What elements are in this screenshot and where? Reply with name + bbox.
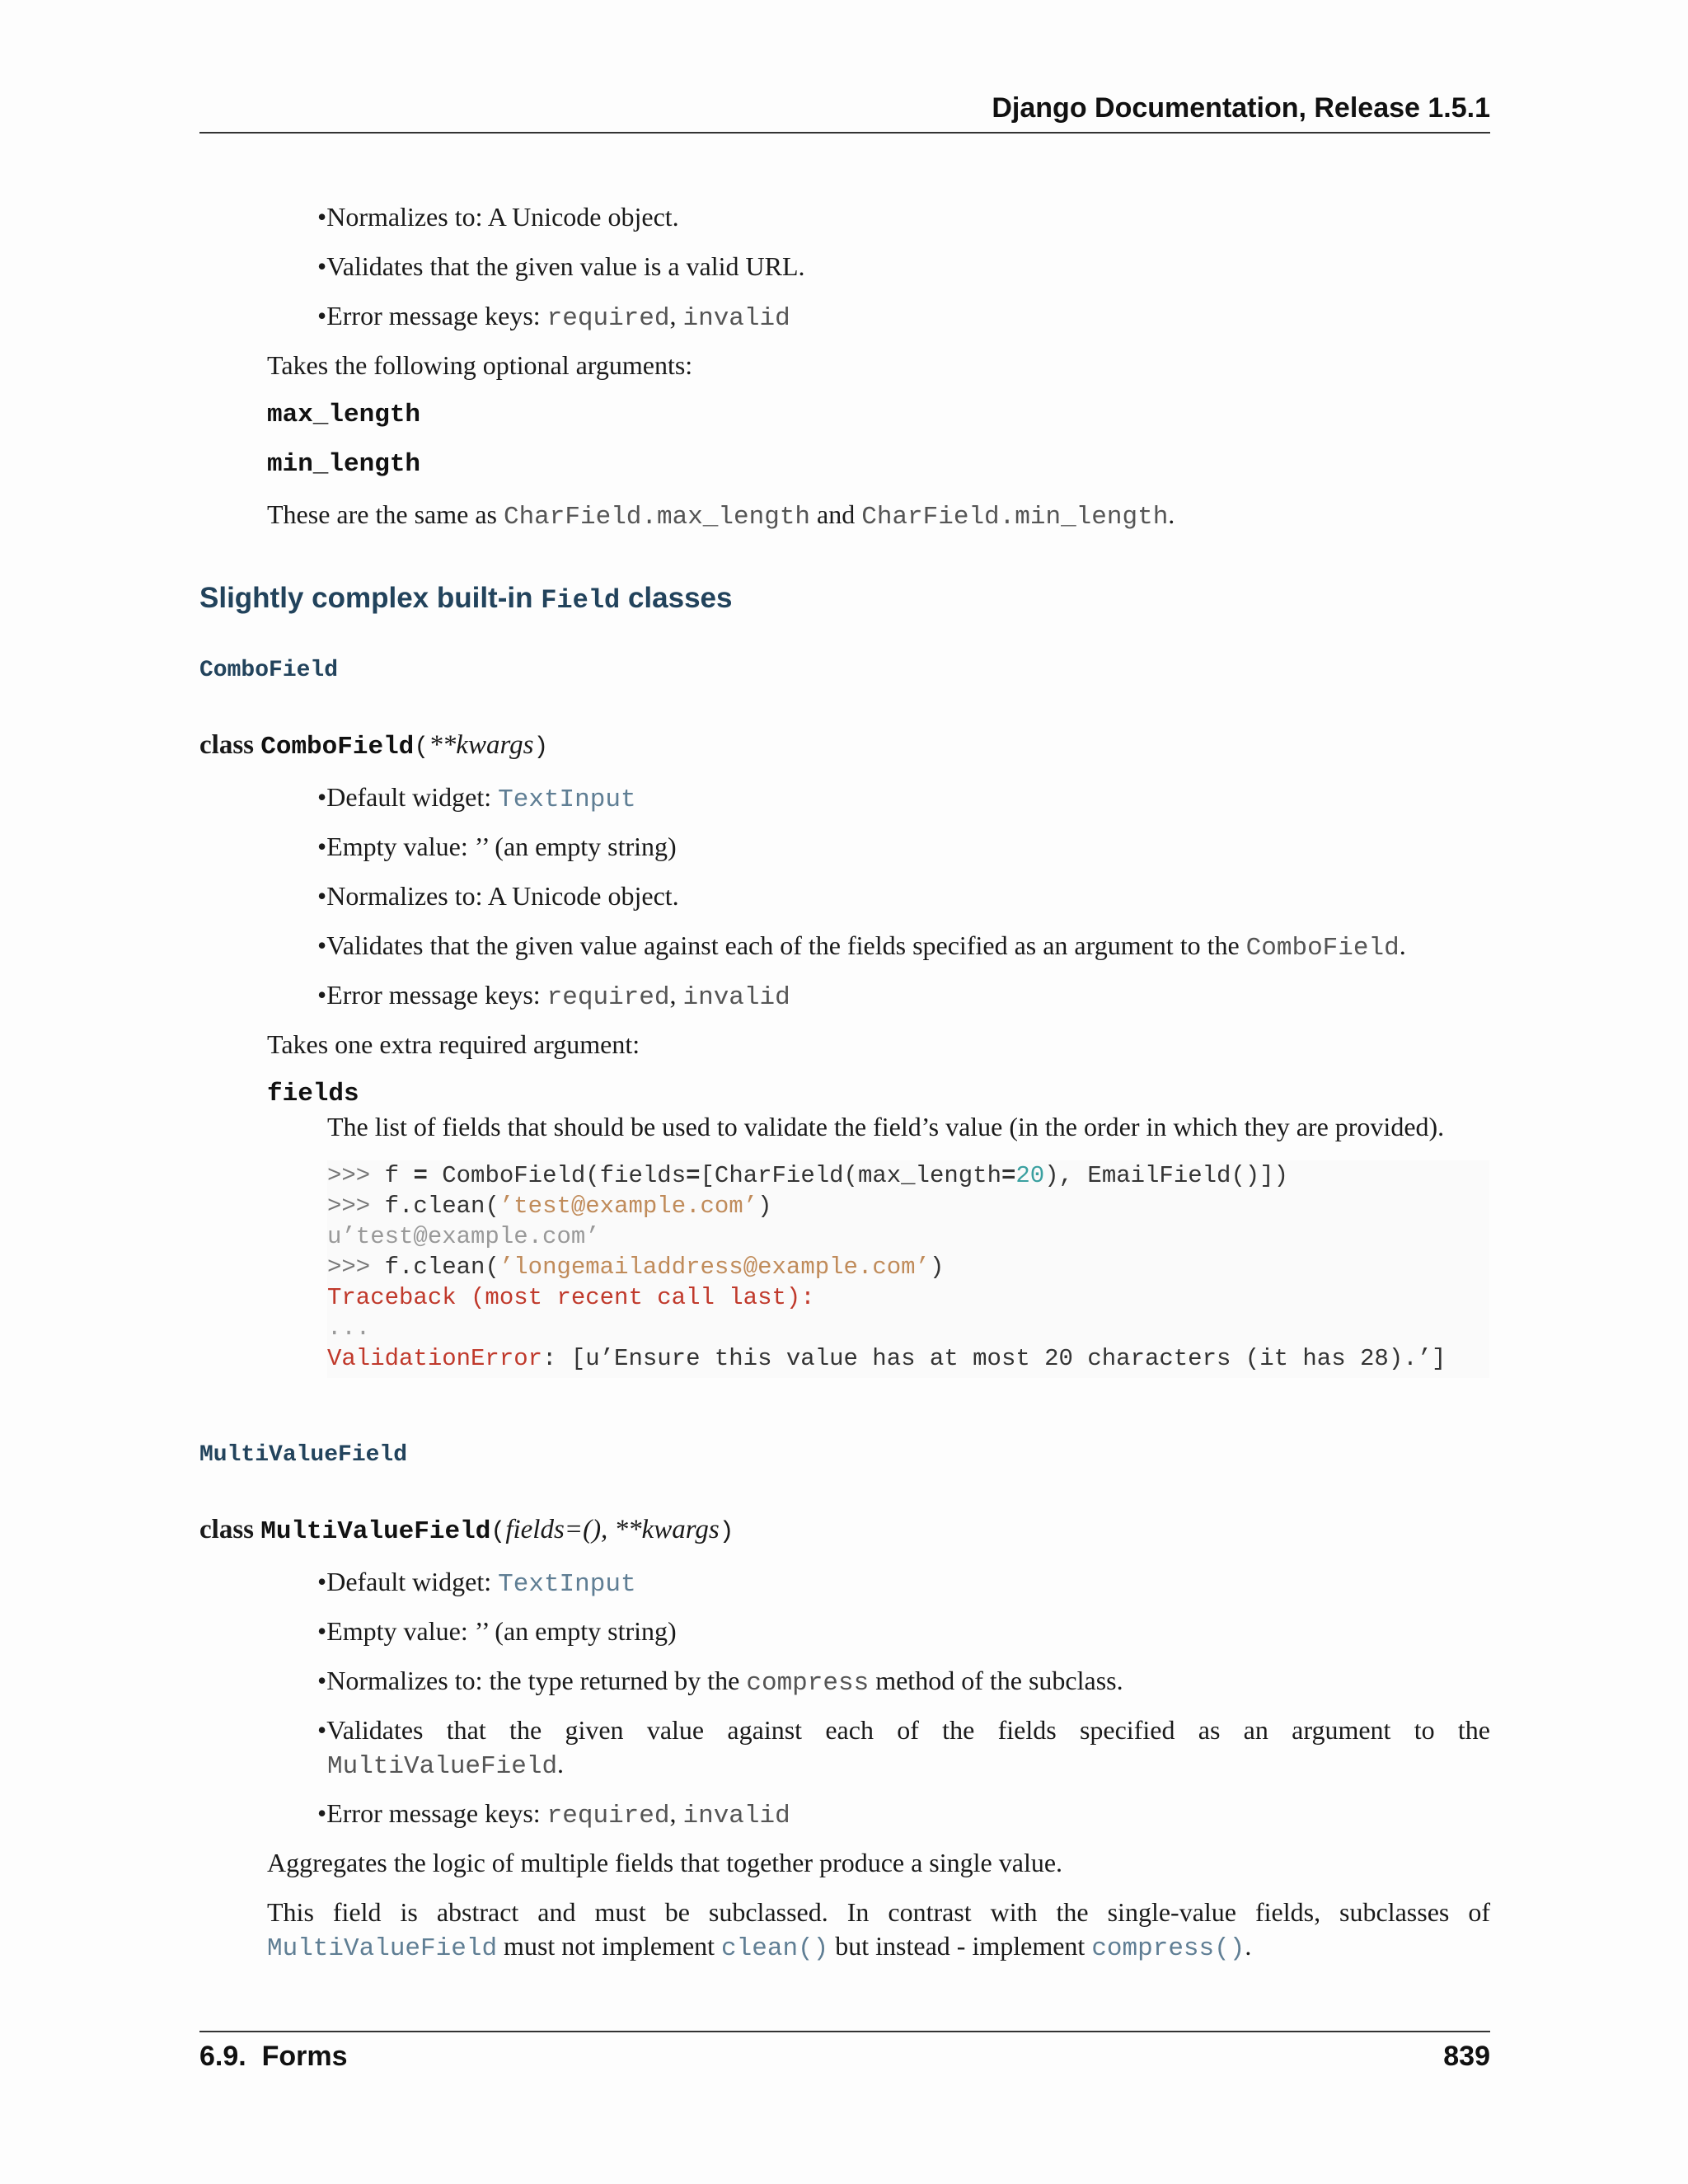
code-line <box>327 1160 1288 1191</box>
section-heading-code: Field <box>541 585 621 616</box>
bullet-normalizes: •Normalizes to: A Unicode object. <box>317 202 679 232</box>
multivaluefield-default-widget <box>317 1565 636 1601</box>
multivaluefield-empty-value: •Empty value: ’’ (an empty string) <box>317 1616 677 1646</box>
abstract-text-line1: This field is abstract and must be subclassed. In contrast with the single-value fields, subclasses of <box>267 1897 1490 1927</box>
code-line <box>327 1191 772 1221</box>
code-text: f.clean( <box>384 1254 499 1281</box>
code-text: : [u’Ensure this value has at most 20 characters (it has 28).’] <box>542 1345 1447 1372</box>
code-exception-name: ValidationError <box>327 1345 543 1372</box>
code-number: 20 <box>1015 1162 1045 1189</box>
error-keys-label: •Error message keys: <box>317 301 547 330</box>
separator: , <box>669 1798 683 1828</box>
abstract-mid1: must not implement <box>497 1931 722 1961</box>
code-operator: = <box>1001 1162 1016 1189</box>
combofield-normalizes: •Normalizes to: A Unicode object. <box>317 881 679 911</box>
abstract-text-line2 <box>267 1929 1251 1966</box>
validates-suffix: . <box>1399 930 1406 960</box>
code-traceback: Traceback (most recent call last): <box>327 1284 815 1311</box>
bullet-validates: •Validates that the given value is a valid URL. <box>317 251 805 281</box>
code-output: u’test@example.com’ <box>327 1223 600 1250</box>
aggregates-text: Aggregates the logic of multiple fields that together produce a single value. <box>267 1848 1063 1877</box>
arg-min-length: min_length <box>267 450 421 479</box>
code-prompt: >>> <box>327 1162 385 1189</box>
class-name: MultiValueField <box>260 1517 491 1546</box>
sig-open-paren: ( <box>490 1518 506 1546</box>
page-footer <box>199 2031 1490 2082</box>
section-heading-suffix: classes <box>620 582 733 614</box>
multivaluefield-heading: MultiValueField <box>199 1442 408 1468</box>
same-as-text <box>267 498 1175 534</box>
error-key-required: required <box>546 304 670 333</box>
ref-combofield: ComboField <box>1245 934 1400 963</box>
code-line <box>327 1343 1446 1374</box>
page-header <box>199 92 1490 134</box>
combofield-default-widget <box>317 780 636 817</box>
extra-arg-intro: Takes one extra required argument: <box>267 1029 640 1059</box>
code-operator: = <box>686 1162 701 1189</box>
abstract-end: . <box>1245 1931 1252 1961</box>
code-text: ) <box>929 1254 945 1281</box>
error-key-invalid: invalid <box>682 1802 790 1830</box>
normalizes-prefix: •Normalizes to: the type returned by the <box>317 1666 747 1695</box>
separator: , <box>669 980 683 1010</box>
arg-max-length: max_length <box>267 401 421 429</box>
class-keyword: class <box>199 1515 261 1544</box>
sig-close-paren: ) <box>719 1518 734 1546</box>
sig-close-paren: ) <box>533 733 549 762</box>
code-example <box>327 1160 1489 1378</box>
multivaluefield-signature <box>199 1515 734 1546</box>
combofield-empty-value: •Empty value: ’’ (an empty string) <box>317 832 677 861</box>
code-text: [CharField(max_length <box>700 1162 1001 1189</box>
code-prompt: >>> <box>327 1193 385 1220</box>
bullet-error-keys <box>317 299 790 335</box>
code-text: ) <box>757 1193 772 1220</box>
document-page <box>199 0 1490 2184</box>
code-text: ), EmailField()]) <box>1044 1162 1289 1189</box>
sig-open-paren: ( <box>414 733 429 762</box>
error-keys-label: •Error message keys: <box>317 980 547 1010</box>
default-widget-label: •Default widget: <box>317 782 499 812</box>
textinput-link[interactable]: TextInput <box>498 785 636 814</box>
optional-args-intro: Takes the following optional arguments: <box>267 350 693 380</box>
validates-suffix: . <box>557 1749 565 1779</box>
arg-fields: fields <box>267 1080 359 1108</box>
code-text: ComboField(fields <box>427 1162 687 1189</box>
abstract-mid2: but instead - implement <box>828 1931 1092 1961</box>
multivaluefield-validates-line1: •Validates that the given value against each of the fields specified as an argument to the <box>317 1715 1490 1745</box>
combofield-validates <box>317 929 1406 965</box>
ref-charfield-max-length: CharField.max_length <box>503 503 811 532</box>
combofield-signature <box>199 730 548 762</box>
error-key-invalid: invalid <box>682 304 790 333</box>
ref-multivaluefield: MultiValueField <box>327 1752 558 1781</box>
compress-link[interactable]: compress() <box>1091 1934 1245 1963</box>
same-as-mid: and <box>810 499 862 529</box>
textinput-link[interactable]: TextInput <box>498 1570 636 1599</box>
separator: , <box>669 301 683 330</box>
code-line <box>327 1252 944 1282</box>
footer-page-number: 839 <box>1443 2041 1490 2072</box>
same-as-prefix: These are the same as <box>267 499 504 529</box>
header-title: Django Documentation, Release 1.5.1 <box>992 92 1490 124</box>
normalizes-suffix: method of the subclass. <box>869 1666 1123 1695</box>
arg-fields-description: The list of fields that should be used to validate the field’s value (in the order in which they are provided). <box>327 1112 1445 1141</box>
validates-text: •Validates that the given value against each of the fields specified as an argument to the <box>317 930 1246 960</box>
sig-params: fields=(), **kwargs <box>505 1515 720 1544</box>
default-widget-label: •Default widget: <box>317 1567 499 1596</box>
multivaluefield-normalizes <box>317 1664 1123 1700</box>
combofield-heading: ComboField <box>199 658 339 683</box>
section-heading-prefix: Slightly complex built-in <box>199 582 542 614</box>
ref-charfield-min-length: CharField.min_length <box>861 503 1169 532</box>
class-keyword: class <box>199 730 261 760</box>
code-string: ’test@example.com’ <box>499 1193 758 1220</box>
code-operator: = <box>413 1162 428 1189</box>
error-keys-label: •Error message keys: <box>317 1798 547 1828</box>
code-text: f <box>384 1162 414 1189</box>
error-key-invalid: invalid <box>682 983 790 1012</box>
combofield-error-keys <box>317 978 790 1015</box>
error-key-required: required <box>546 1802 670 1830</box>
footer-section: 6.9. Forms <box>199 2041 348 2072</box>
code-compress: compress <box>746 1669 870 1698</box>
code-text: f.clean( <box>384 1193 499 1220</box>
class-name: ComboField <box>260 733 415 762</box>
multivaluefield-validates-line2 <box>327 1747 564 1783</box>
error-key-required: required <box>546 983 670 1012</box>
section-heading <box>199 582 732 616</box>
multivaluefield-link[interactable]: MultiValueField <box>267 1934 498 1963</box>
same-as-suffix: . <box>1168 499 1175 529</box>
code-ellipsis: ... <box>327 1315 371 1342</box>
clean-link[interactable]: clean() <box>721 1934 829 1963</box>
multivaluefield-error-keys <box>317 1797 790 1833</box>
code-string: ’longemailaddress@example.com’ <box>499 1254 930 1281</box>
sig-params: **kwargs <box>429 730 534 760</box>
code-prompt: >>> <box>327 1254 385 1281</box>
